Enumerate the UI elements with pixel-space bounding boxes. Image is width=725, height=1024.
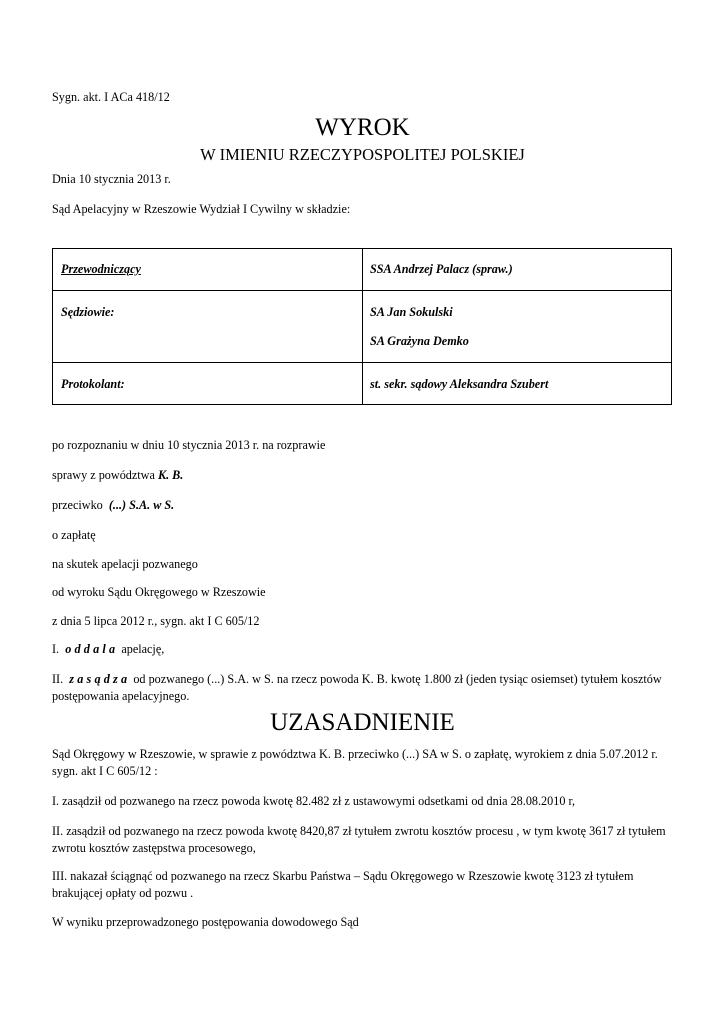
proceedings-line: z dnia 5 lipca 2012 r., sygn. akt I C 605/12 [52,614,260,628]
presiding-value: SSA Andrzej Palacz (spraw.) [370,262,513,276]
ruling-text: apelację, [118,642,165,656]
judgment-date: Dnia 10 stycznia 2013 r. [52,172,171,186]
clerk-value: st. sekr. sądowy Aleksandra Szubert [370,377,549,391]
judge-name: SA Grażyna Demko [370,334,469,348]
ruling-number: II. [52,672,70,686]
ruling-verb: zasądza [69,672,131,686]
justification-last-line: W wyniku przeprowadzonego postępowania dowodowego Sąd [52,915,359,929]
table-row-clerk [53,362,671,405]
judges-label: Sędziowie: [61,305,115,319]
judgment-subtitle: W IMIENIU RZECZYPOSPOLITEJ POLSKIEJ [200,145,525,164]
defendant-name: (...) S.A. w S. [108,498,175,512]
ruling-verb: oddala [65,642,119,656]
plaintiff-prefix: sprawy z powództwa [52,468,158,482]
clerk-label: Protokolant: [61,377,125,391]
plaintiff-name: K. B. [157,468,184,482]
justification-heading: UZASADNIENIE [270,709,455,736]
justification-point-3: III. nakazał ściągnąć od pozwanego na rzecz Skarbu Państwa – Sądu Okręgowego w Rzeszowie kwotę 3123 zł tytułem brakującej opłaty od pozwu . [52,869,634,900]
proceedings-plaintiff [52,467,183,484]
justification-point-2: II. zasądził od pozwanego na rzecz powoda kwotę 8420,87 zł tytułem zwrotu kosztów procesu , w tym kwotę 3617 zł tytułem zwrotu kosztów zastępstwa procesowego, [52,824,666,855]
court-composition-table [52,248,672,405]
proceedings-line: od wyroku Sądu Okręgowego w Rzeszowie [52,585,266,599]
judge-name: SA Jan Sokulski [370,305,453,319]
proceedings-line: na skutek apelacji pozwanego [52,557,198,571]
proceedings-line: o zapłatę [52,528,96,542]
defendant-prefix: przeciwko [52,498,109,512]
proceedings-defendant [52,497,174,514]
table-row-presiding [53,249,671,290]
table-row-judges [53,290,671,362]
proceedings-line: po rozpoznaniu w dniu 10 stycznia 2013 r. na rozprawie [52,438,326,452]
case-number: Sygn. akt. I ACa 418/12 [52,90,170,104]
ruling-point-2 [52,671,676,705]
justification-point-1: I. zasądził od pozwanego na rzecz powoda kwotę 82.482 zł z ustawowymi odsetkami od dnia 28.08.2010 r, [52,794,576,808]
ruling-point-1 [52,641,164,658]
court-name: Sąd Apelacyjny w Rzeszowie Wydział I Cywilny w składzie: [52,202,351,216]
ruling-text: od pozwanego (...) S.A. w S. na rzecz powoda K. B. kwotę 1.800 zł (jeden tysiąc osiemset) tytułem kosztów postępowania apelacyjnego. [52,672,662,703]
ruling-number: I. [52,642,66,656]
justification-intro: Sąd Okręgowy w Rzeszowie, w sprawie z powództwa K. B. przeciwko (...) SA w S. o zapłatę, wyrokiem z dnia 5.07.2012 r. sygn. akt I C 605/12 : [52,747,658,778]
judgment-title: WYROK [315,114,410,141]
presiding-label: Przewodniczący [61,262,141,276]
